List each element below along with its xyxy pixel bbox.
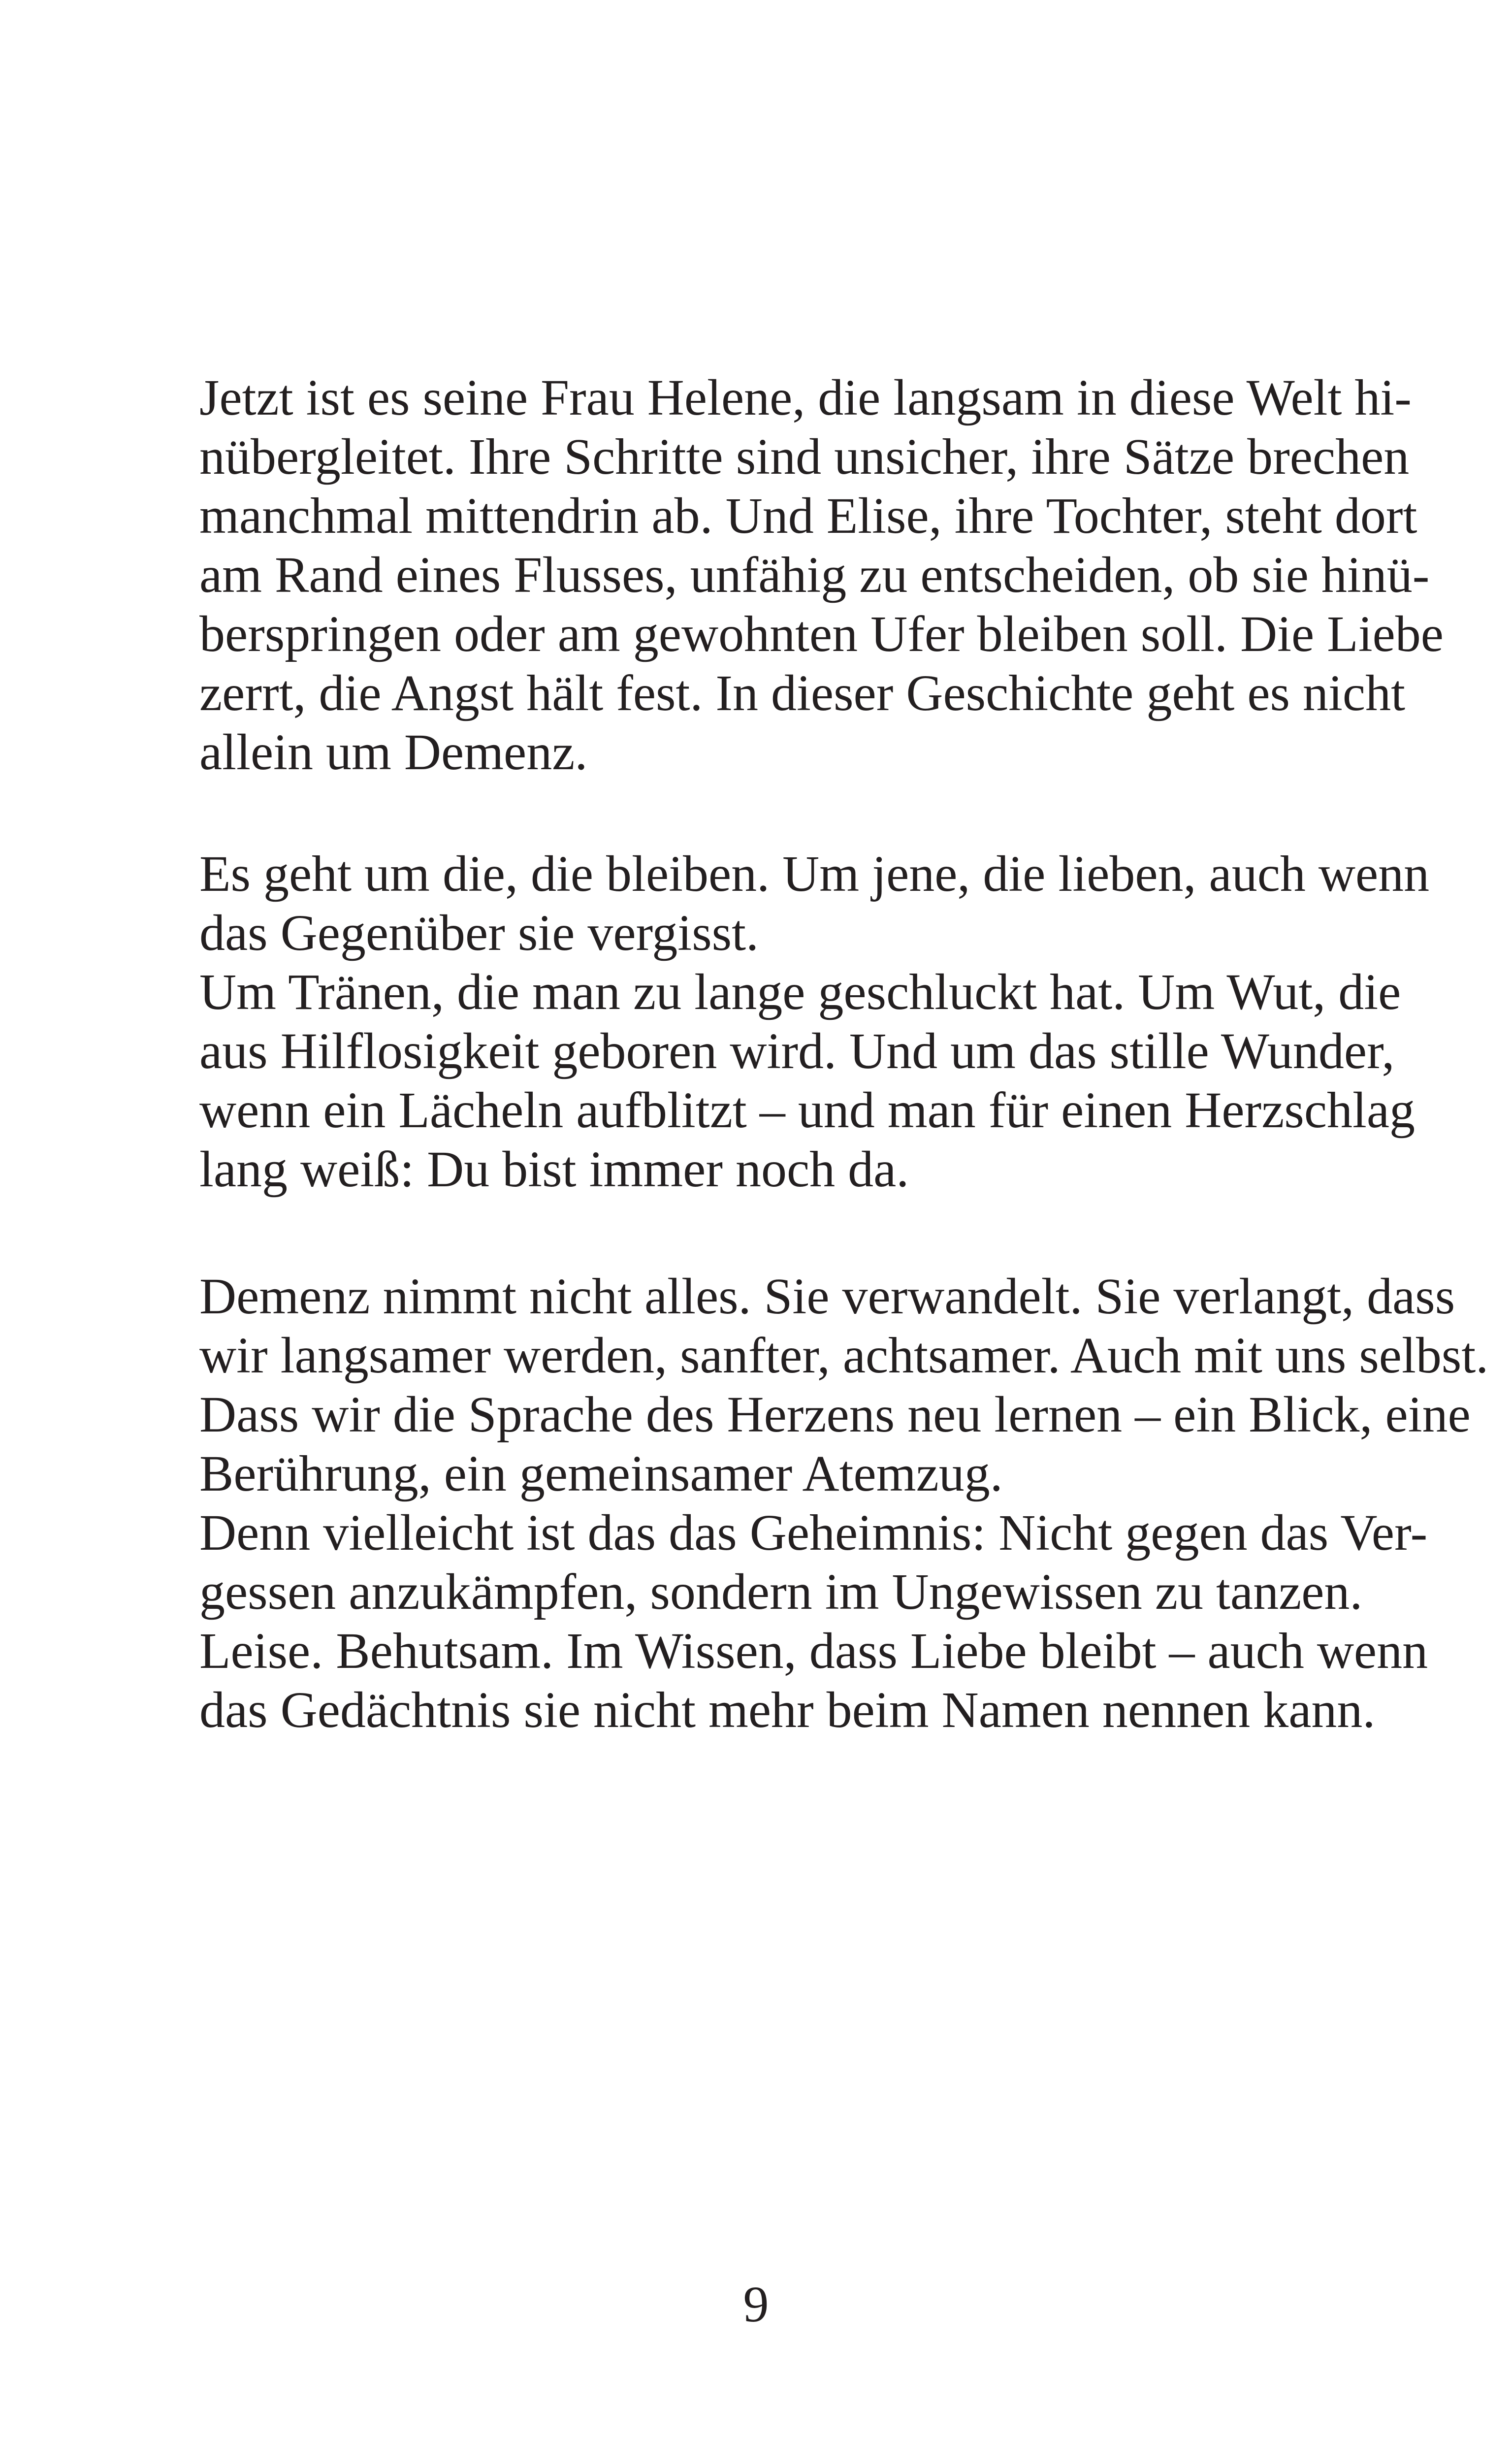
text-line: wir langsamer werden, sanfter, achtsamer. Auch mit uns selbst. bbox=[199, 1327, 1489, 1384]
text-line: gessen anzukämpfen, sondern im Ungewissen zu tanzen. bbox=[199, 1564, 1363, 1620]
text-line: aus Hilflosigkeit geboren wird. Und um das stille Wunder, bbox=[199, 1023, 1395, 1079]
text-line: Demenz nimmt nicht alles. Sie verwandelt. Sie verlangt, dass bbox=[199, 1268, 1455, 1325]
paragraph-3 bbox=[199, 1267, 1489, 1740]
text-line: am Rand eines Flusses, unfähig zu entscheiden, ob sie hinü- bbox=[199, 547, 1430, 603]
text-line: lang weiß: Du bist immer noch da. bbox=[199, 1141, 909, 1198]
paragraph-2 bbox=[199, 845, 1430, 1199]
paragraph-1 bbox=[199, 368, 1444, 782]
page-number: 9 bbox=[743, 2276, 769, 2333]
text-line: das Gedächtnis sie nicht mehr beim Namen nennen kann. bbox=[199, 1682, 1376, 1738]
text-line: Denn vielleicht ist das das Geheimnis: Nicht gegen das Ver- bbox=[199, 1504, 1428, 1561]
text-line: wenn ein Lächeln aufblitzt – und man für einen Herzschlag bbox=[199, 1082, 1415, 1139]
text-line: zerrt, die Angst hält fest. In dieser Geschichte geht es nicht bbox=[199, 665, 1405, 721]
text-line: manchmal mittendrin ab. Und Elise, ihre Tochter, steht dort bbox=[199, 488, 1417, 544]
text-line: Dass wir die Sprache des Herzens neu lernen – ein Blick, eine bbox=[199, 1386, 1471, 1443]
text-line: nübergleitet. Ihre Schritte sind unsicher, ihre Sätze brechen bbox=[199, 428, 1410, 485]
text-line: berspringen oder am gewohnten Ufer bleiben soll. Die Liebe bbox=[199, 606, 1444, 662]
text-line: Leise. Behutsam. Im Wissen, dass Liebe bleibt – auch wenn bbox=[199, 1623, 1428, 1679]
text-line: Berührung, ein gemeinsamer Atemzug. bbox=[199, 1445, 1003, 1502]
text-line: Es geht um die, die bleiben. Um jene, die lieben, auch wenn bbox=[199, 846, 1430, 902]
text-line: Um Tränen, die man zu lange geschluckt hat. Um Wut, die bbox=[199, 964, 1401, 1020]
text-line: das Gegenüber sie vergisst. bbox=[199, 905, 759, 961]
text-line: Jetzt ist es seine Frau Helene, die langsam in diese Welt hi- bbox=[199, 369, 1412, 426]
text-line: allein um Demenz. bbox=[199, 724, 588, 781]
